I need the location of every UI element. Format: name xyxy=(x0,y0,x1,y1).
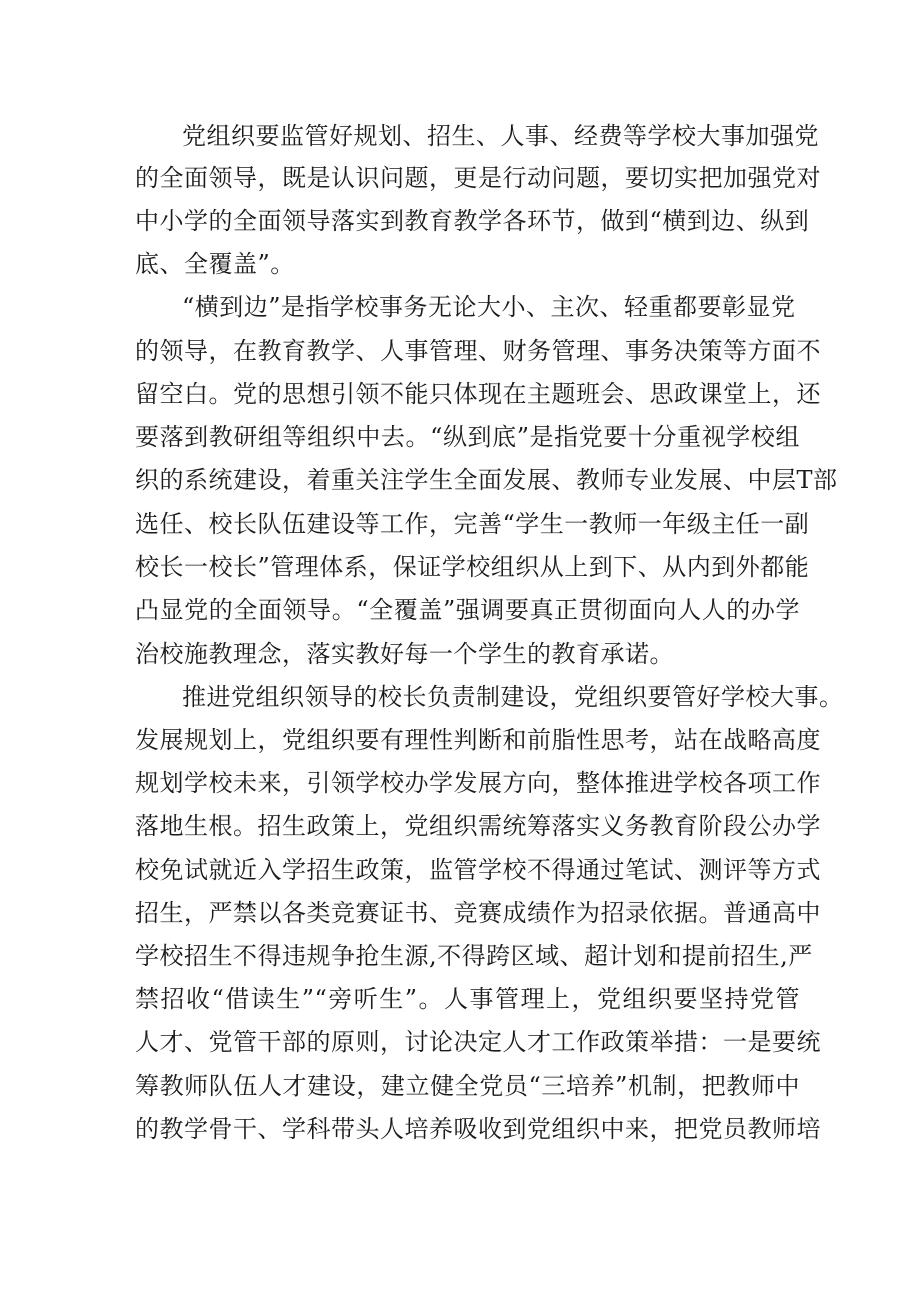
text-line: 人才、党管干部的原则，讨论决定人才工作政策举措：一是要统 xyxy=(135,1028,821,1056)
text-line: 发展规划上，党组织要有理性判断和前脂性思考，站在战略高度 xyxy=(135,726,821,754)
text-line: 落地生根。招生政策上，党组织需统筹落实义务教育阶段公办学 xyxy=(135,812,821,840)
text-line: 治校施教理念，落实教好每一个学生的教育承诺。 xyxy=(135,640,674,668)
text-line: 织的系统建设，着重关注学生全面发展、教师专业发展、中层T部 xyxy=(135,466,838,494)
text-line: 的全面领导，既是认识问题，更是行动问题，要切实把加强党对 xyxy=(135,164,821,192)
text-line: 招生，严禁以各类竞赛证书、竞赛成绩作为招录依据。普通高中 xyxy=(135,899,821,927)
text-line: 凸显党的全面领导。“全覆盖”强调要真正贯彻面向人人的办学 xyxy=(135,596,800,624)
text-line: 禁招收“借读生”“旁听生”。人事管理上，党组织要坚持党管 xyxy=(135,985,800,1013)
text-line: 党组织要监管好规划、招生、人事、经费等学校大事加强党 xyxy=(182,122,819,150)
text-line: 的教学骨干、学科带头人培养吸收到党组织中来，把党员教师培 xyxy=(135,1115,821,1143)
text-line: 要落到教研组等组织中去。“纵到底”是指党要十分重视学校组 xyxy=(135,423,800,451)
text-line: 的领导，在教育教学、人事管理、财务管理、事务决策等方面不 xyxy=(135,337,821,365)
text-line: “横到边”是指学校事务无论大小、主次、轻重都要彰显党 xyxy=(182,293,796,321)
text-line: 校免试就近入学招生政策，监管学校不得通过笔试、测评等方式 xyxy=(135,856,821,884)
text-line: 底、全覆盖”。 xyxy=(135,250,295,278)
text-line: 留空白。党的思想引领不能只体现在主题班会、思政课堂上，还 xyxy=(135,380,821,408)
text-line: 选任、校长队伍建设等工作，完善“学生一教师一年级主任一副 xyxy=(135,510,810,538)
text-line: 推进党组织领导的校长负责制建设，党组织要管好学校大事。 xyxy=(182,683,844,711)
text-line: 学校招生不得违规争抢生源,不得跨区域、超计划和提前招生,严 xyxy=(135,942,813,970)
text-line: 规划学校未来，引领学校办学发展方向，整体推进学校各项工作 xyxy=(135,769,821,797)
text-line: 筹教师队伍人才建设，建立健全党员“三培养”机制，把教师中 xyxy=(135,1072,800,1100)
text-line: 中小学的全面领导落实到教育教学各环节，做到“横到边、纵到 xyxy=(135,207,810,235)
text-line: 校长一校长”管理体系，保证学校组织从上到下、从内到外都能 xyxy=(135,553,810,581)
